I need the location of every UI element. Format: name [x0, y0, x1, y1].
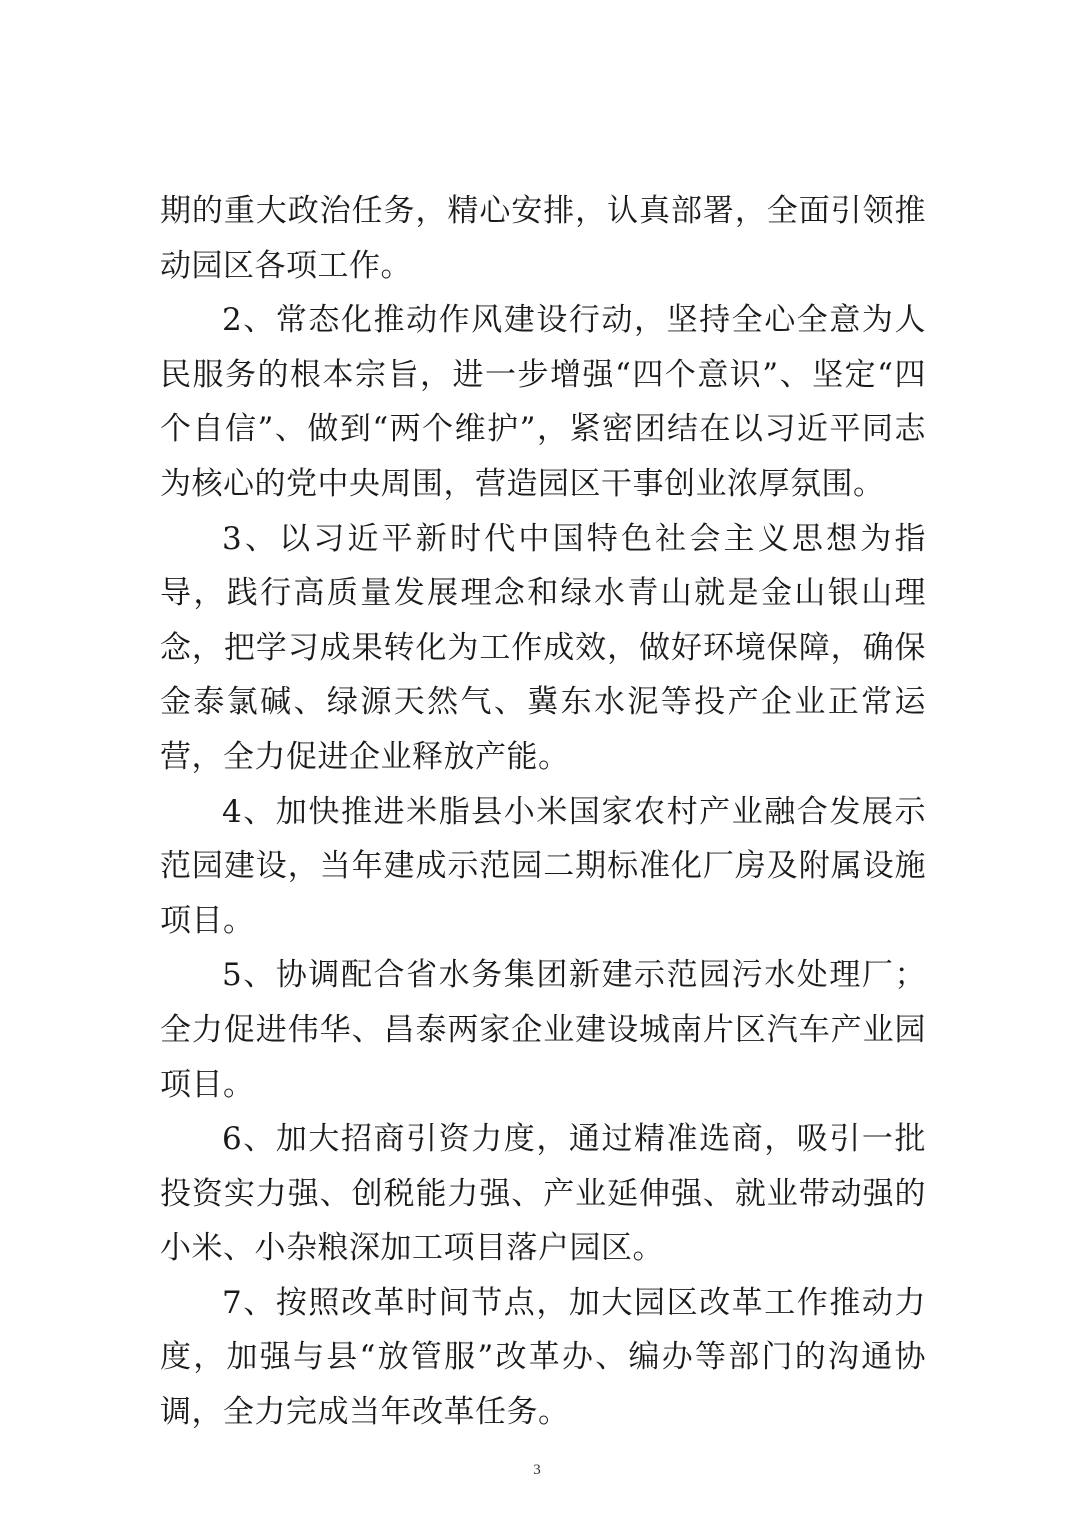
- paragraph-item-3: 3、以习近平新时代中国特色社会主义思想为指导，践行高质量发展理念和绿水青山就是金山银山理念，把学习成果转化为工作成效，做好环境保障，确保金泰氯碱、绿源天然气、冀东水泥等投产企业正常运营，全力促进企业释放产能。: [160, 520, 926, 775]
- paragraph-item-2: 2、常态化推动作风建设行动，坚持全心全意为人民服务的根本宗旨，进一步增强“四个意识”、坚定“四个自信”、做到“两个维护”，紧密团结在以习近平同志为核心的党中央周围，营造园区干事创业浓厚氛围。: [160, 302, 926, 502]
- paragraph-continuation: 期的重大政治任务，精心安排，认真部署，全面引领推动园区各项工作。: [160, 193, 926, 284]
- paragraph-item-5: 5、协调配合省水务集团新建示范园污水处理厂；全力促进伟华、昌泰两家企业建设城南片区汽车产业园项目。: [160, 957, 926, 1103]
- paragraph-item-4: 4、加快推进米脂县小米国家农村产业融合发展示范园建设，当年建成示范园二期标准化厂房及附属设施项目。: [160, 793, 926, 939]
- page-number: 3: [533, 1462, 541, 1478]
- paragraph-item-7: 7、按照改革时间节点，加大园区改革工作推动力度，加强与县“放管服”改革办、编办等部门的沟通协调，全力完成当年改革任务。: [160, 1284, 926, 1431]
- document-body: [160, 184, 926, 1440]
- paragraph-item-6: 6、加大招商引资力度，通过精准选商，吸引一批投资实力强、创税能力强、产业延伸强、就业带动强的小米、小杂粮深加工项目落户园区。: [160, 1121, 926, 1267]
